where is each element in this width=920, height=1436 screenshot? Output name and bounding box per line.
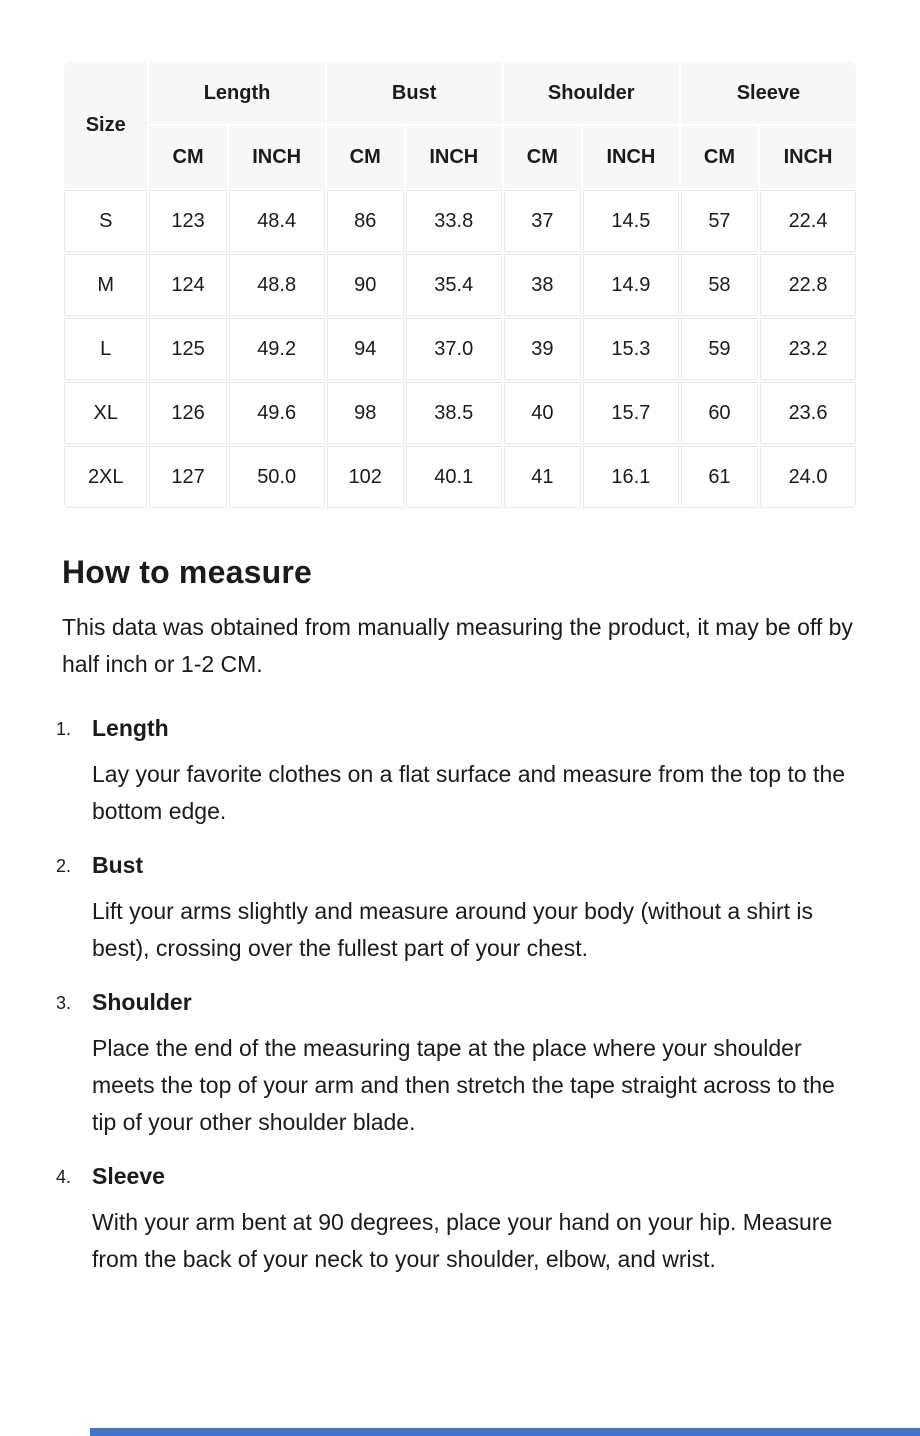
unit-header-cm: CM [681, 126, 758, 188]
measurement-cell: 48.4 [229, 190, 325, 252]
unit-header-cm: CM [504, 126, 581, 188]
step-title-length: Length [92, 715, 169, 741]
unit-header-cm: CM [327, 126, 404, 188]
unit-header-row [64, 126, 856, 188]
step-body [92, 852, 858, 967]
measurement-cell: 14.9 [583, 254, 679, 316]
unit-header-inch: INCH [583, 126, 679, 188]
measurement-cell: 90 [327, 254, 404, 316]
step-description: With your arm bent at 90 degrees, place your hand on your hip. Measure from the back of your neck to your shoulder, elbow, and wrist. [92, 1209, 833, 1272]
measure-disclaimer-text: This data was obtained from manually measuring the product, it may be off by half inch or 1-2 CM. [62, 614, 853, 677]
step-number: 3. [56, 993, 72, 1013]
unit-header-inch: INCH [760, 126, 856, 188]
measurement-cell: 35.4 [406, 254, 502, 316]
measurement-cell: 49.6 [229, 382, 325, 444]
size-column-header: Size [64, 62, 147, 188]
group-header-row [64, 62, 856, 124]
size-cell: 2XL [64, 446, 147, 508]
measurement-cell: 48.8 [229, 254, 325, 316]
measurement-cell: 15.3 [583, 318, 679, 380]
partial-element-bar [90, 1428, 920, 1436]
table-row [64, 254, 856, 316]
measurement-cell: 41 [504, 446, 581, 508]
list-item [56, 1163, 858, 1278]
measurement-cell: 39 [504, 318, 581, 380]
size-cell: L [64, 318, 147, 380]
measurement-cell: 125 [149, 318, 226, 380]
size-cell: XL [64, 382, 147, 444]
step-number: 1. [56, 719, 72, 739]
step-description: Lay your favorite clothes on a flat surface and measure from the top to the bottom edge. [92, 761, 846, 824]
measurement-cell: 23.6 [760, 382, 856, 444]
measurement-cell: 33.8 [406, 190, 502, 252]
list-item [56, 989, 858, 1141]
size-chart-table [62, 60, 858, 510]
step-body [92, 1163, 858, 1278]
measurement-cell: 14.5 [583, 190, 679, 252]
step-title-bust: Bust [92, 852, 144, 878]
step-description: Lift your arms slightly and measure around your body (without a shirt is best), crossing over the fullest part of your chest. [92, 898, 813, 961]
step-body [92, 715, 858, 830]
measurement-cell: 38 [504, 254, 581, 316]
group-header-sleeve: Sleeve [681, 62, 856, 124]
step-number: 2. [56, 856, 72, 876]
group-header-shoulder: Shoulder [504, 62, 679, 124]
measurement-cell: 126 [149, 382, 226, 444]
group-header-length: Length [149, 62, 324, 124]
size-cell: S [64, 190, 147, 252]
measurement-cell: 23.2 [760, 318, 856, 380]
measure-steps-list [56, 715, 858, 1278]
measurement-cell: 40 [504, 382, 581, 444]
measurement-cell: 98 [327, 382, 404, 444]
measurement-cell: 16.1 [583, 446, 679, 508]
measurement-cell: 37.0 [406, 318, 502, 380]
step-body [92, 989, 858, 1141]
measurement-cell: 40.1 [406, 446, 502, 508]
measurement-cell: 37 [504, 190, 581, 252]
measurement-cell: 49.2 [229, 318, 325, 380]
step-description: Place the end of the measuring tape at the place where your shoulder meets the top of your arm and then stretch the tape straight across to the tip of your other shoulder blade. [92, 1035, 835, 1135]
measurement-cell: 24.0 [760, 446, 856, 508]
measurement-cell: 94 [327, 318, 404, 380]
measurement-cell: 38.5 [406, 382, 502, 444]
measurement-cell: 57 [681, 190, 758, 252]
unit-header-inch: INCH [229, 126, 325, 188]
measurement-cell: 123 [149, 190, 226, 252]
measurement-cell: 86 [327, 190, 404, 252]
measurement-cell: 102 [327, 446, 404, 508]
measurement-cell: 60 [681, 382, 758, 444]
list-item [56, 852, 858, 967]
step-number: 4. [56, 1167, 72, 1187]
step-title-sleeve: Sleeve [92, 1163, 165, 1189]
measurement-cell: 58 [681, 254, 758, 316]
measurement-cell: 22.4 [760, 190, 856, 252]
measurement-cell: 61 [681, 446, 758, 508]
size-cell: M [64, 254, 147, 316]
measurement-cell: 50.0 [229, 446, 325, 508]
unit-header-inch: INCH [406, 126, 502, 188]
list-item [56, 715, 858, 830]
table-row [64, 446, 856, 508]
measurement-cell: 127 [149, 446, 226, 508]
table-row [64, 382, 856, 444]
unit-header-cm: CM [149, 126, 226, 188]
measurement-cell: 124 [149, 254, 226, 316]
step-title-shoulder: Shoulder [92, 989, 192, 1015]
table-row [64, 318, 856, 380]
measurement-cell: 22.8 [760, 254, 856, 316]
table-row [64, 190, 856, 252]
measurement-cell: 59 [681, 318, 758, 380]
measurement-cell: 15.7 [583, 382, 679, 444]
group-header-bust: Bust [327, 62, 502, 124]
how-to-measure-title: How to measure [62, 554, 312, 590]
